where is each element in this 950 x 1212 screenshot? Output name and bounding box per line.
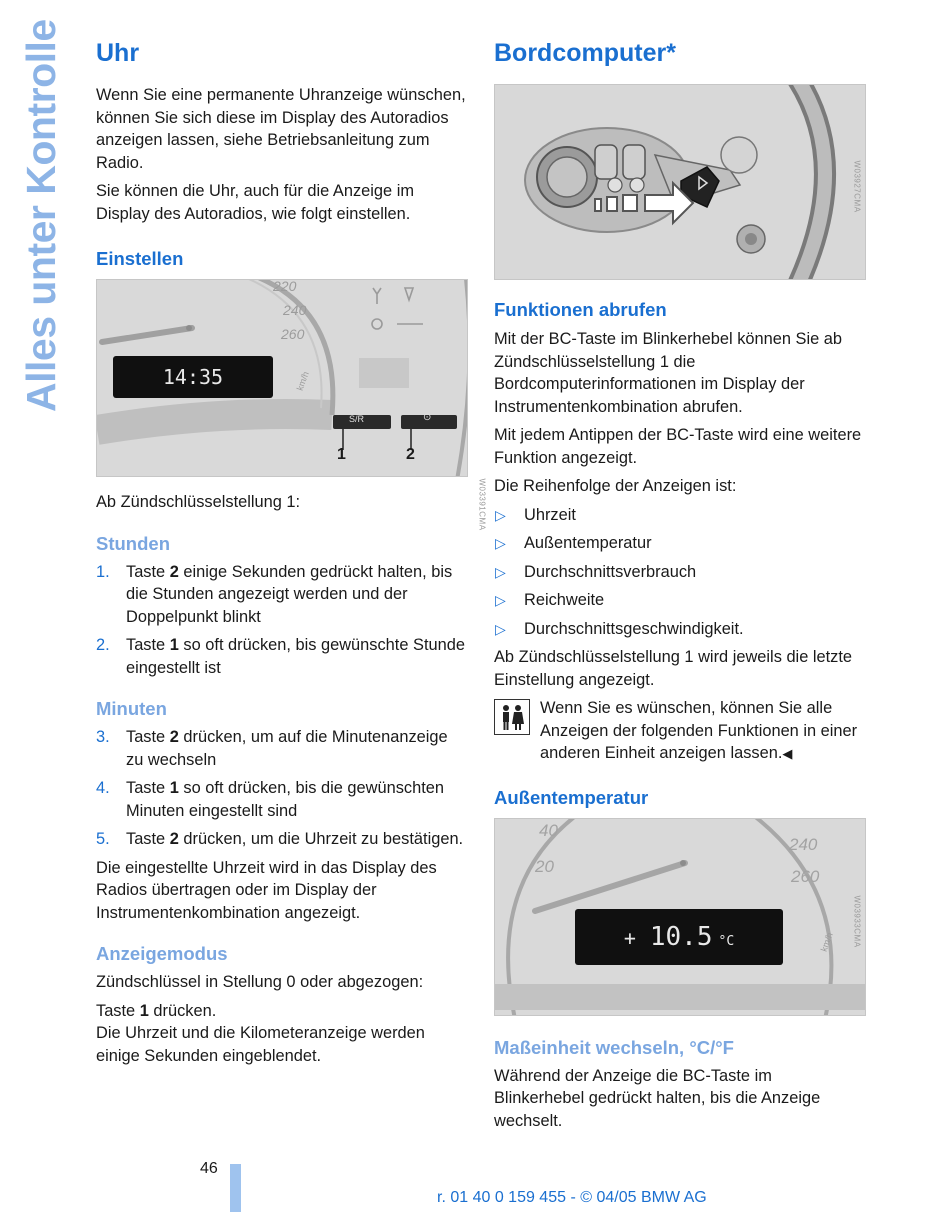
list-item <box>494 589 866 612</box>
speed-tick-260: 260 <box>791 866 820 886</box>
unit-change-text: Während der Anzeige die BC-Taste im Blinkerhebel gedrückt halten, bis die Anzeige wechselt. <box>494 1066 821 1130</box>
speed-tick-240: 240 <box>283 302 307 318</box>
list-item <box>494 618 866 641</box>
figure-code: W03927CMA <box>852 160 862 213</box>
speed-tick-20: 20 <box>535 856 554 876</box>
outside-temp-heading: Außentemperatur <box>494 786 649 808</box>
minutes-steps <box>96 726 468 851</box>
key-number: 2 <box>169 830 179 848</box>
clock-intro-2: Sie können die Uhr, auch für die Anzeige im Display des Autoradios, wie folgt einstellen. <box>96 182 414 223</box>
step-text: so oft drücken, bis die gewünschten Minuten eingestellt sind <box>126 779 444 820</box>
step-number: 3. <box>96 728 110 746</box>
display-mode-text-3: Die Uhrzeit und die Kilometeranzeige werden einige Sekunden eingeblendet. <box>96 1024 425 1065</box>
step-number: 4. <box>96 779 110 797</box>
order-intro: Die Reihenfolge der Anzeigen ist: <box>494 477 737 495</box>
step-5 <box>96 828 468 851</box>
page-marker-bar <box>230 1164 241 1212</box>
step-text: so oft drücken, bis gewünschte Stunde eingestellt ist <box>126 636 465 677</box>
callout-1: 1 <box>337 446 346 463</box>
last-setting-text: Ab Zündschlüsselstellung 1 wird jeweils die letzte Einstellung angezeigt. <box>494 648 853 689</box>
text: drücken. <box>148 1001 217 1020</box>
step-text: Taste <box>126 830 170 848</box>
step-number: 5. <box>96 830 110 848</box>
key-number: 1 <box>169 636 179 654</box>
speed-unit: km/h <box>294 370 311 392</box>
list-item <box>494 532 866 555</box>
key-number: 2 <box>169 728 179 746</box>
transfer-text: Die eingestellte Uhrzeit wird in das Display des Radios übertragen oder im Display der Instrumentenkombination angezeigt. <box>96 858 437 922</box>
stalk-figure <box>494 84 866 280</box>
button-2-icon: ⊙ <box>423 412 432 423</box>
left-column <box>96 36 487 1073</box>
step-text: Taste <box>126 636 170 654</box>
trip-computer-title: Bordcomputer* <box>494 39 676 67</box>
callout-2: 2 <box>406 446 415 463</box>
hours-heading: Stunden <box>96 532 170 554</box>
step-text: einige Sekunden gedrückt halten, bis die Stunden angezeigt werden und der Doppelpunkt blinkt <box>126 562 453 626</box>
figure-code: W03933CMA <box>852 894 862 948</box>
triangle-bullet-icon: ▷ <box>495 535 506 551</box>
temperature-figure <box>494 818 866 1016</box>
key-number: 1 <box>169 779 179 797</box>
minutes-heading: Minuten <box>96 698 167 719</box>
figure-code: W03391CMA <box>477 478 487 531</box>
unit-change-heading: Maßeinheit wechseln, °C/°F <box>494 1036 734 1058</box>
end-mark-icon: ◀ <box>782 746 793 761</box>
triangle-bullet-icon: ▷ <box>495 506 506 523</box>
speed-tick-240: 240 <box>789 834 818 854</box>
step-number: 1. <box>96 562 110 581</box>
setup-heading: Einstellen <box>96 248 184 269</box>
side-chapter-title: Alles unter Kontrolle <box>18 19 64 412</box>
step-2 <box>96 634 468 679</box>
page-number: 46 <box>200 1160 218 1177</box>
clock-value: 14:35 <box>162 365 224 389</box>
temp-unit: °C <box>718 933 735 949</box>
key-number: 1 <box>139 1001 149 1020</box>
temp-sign: + <box>623 925 636 950</box>
step-text: drücken, um auf die Minutenanzeige zu wechseln <box>126 728 448 769</box>
list-item <box>494 504 866 527</box>
text: Taste <box>96 1001 140 1020</box>
functions-heading: Funktionen abrufen <box>494 299 667 320</box>
functions-text-2: Mit jedem Antippen der BC-Taste wird eine weitere Funktion angezeigt. <box>494 426 862 467</box>
functions-text-1: Mit der BC-Taste im Blinkerhebel können Sie ab Zündschlüsselstellung 1 die Bordcomputerinformationen im Display der Instrumentenkombination abrufen. <box>494 330 843 416</box>
display-mode-text-1: Zündschlüssel in Stellung 0 oder abgezogen: <box>96 973 424 991</box>
people-note-icon <box>494 699 530 735</box>
step-text: drücken, um die Uhrzeit zu bestätigen. <box>178 830 464 848</box>
step-text: Taste <box>126 779 170 797</box>
step-text: Taste <box>126 562 170 581</box>
list-item-text: Reichweite <box>524 591 605 609</box>
note-block <box>494 697 866 766</box>
step-text: Taste <box>126 728 170 746</box>
speed-tick-40: 40 <box>539 820 558 840</box>
from-ignition-text: Ab Zündschlüsselstellung 1: <box>96 493 301 511</box>
turn-signal-stalk-illustration <box>495 85 866 280</box>
temp-value: 10.5 <box>649 921 713 952</box>
step-3 <box>96 726 468 771</box>
temperature-display <box>575 909 783 965</box>
speed-tick-260: 260 <box>281 326 305 342</box>
display-mode-heading: Anzeigemodus <box>96 943 228 964</box>
list-item-text: Durchschnittsverbrauch <box>524 562 697 581</box>
note-text: Wenn Sie es wünschen, können Sie alle Anzeigen der folgenden Funktionen in einer anderen Einheit anzeigen lassen. <box>540 699 858 762</box>
clock-intro-1: Wenn Sie eine permanente Uhranzeige wünschen, können Sie sich diese im Display des Autoradios anzeigen lassen, siehe Betriebsanleitung zum Radio. <box>96 86 466 172</box>
speed-unit: km/h <box>818 930 835 953</box>
triangle-bullet-icon: ▷ <box>495 620 506 637</box>
clock-display <box>113 356 273 398</box>
list-item-text: Außentemperatur <box>524 534 652 552</box>
list-item <box>494 561 866 584</box>
button-1-label: S/R <box>349 414 365 424</box>
speed-tick-220: 220 <box>273 279 297 294</box>
hours-steps <box>96 561 468 680</box>
footer-copyright: r. 01 40 0 159 455 - © 04/05 BMW AG <box>437 1189 707 1206</box>
display-order-list <box>494 504 866 641</box>
right-column <box>494 36 866 1138</box>
key-number: 2 <box>169 562 179 581</box>
display-mode-text-2 <box>96 1000 468 1023</box>
triangle-bullet-icon: ▷ <box>495 563 506 580</box>
list-item-text: Uhrzeit <box>524 505 576 524</box>
clock-figure <box>96 279 468 477</box>
step-4 <box>96 777 468 822</box>
triangle-bullet-icon: ▷ <box>495 592 506 608</box>
clock-title: Uhr <box>96 39 140 67</box>
step-number: 2. <box>96 636 110 654</box>
step-1 <box>96 561 468 629</box>
list-item-text: Durchschnittsgeschwindigkeit. <box>524 619 744 638</box>
